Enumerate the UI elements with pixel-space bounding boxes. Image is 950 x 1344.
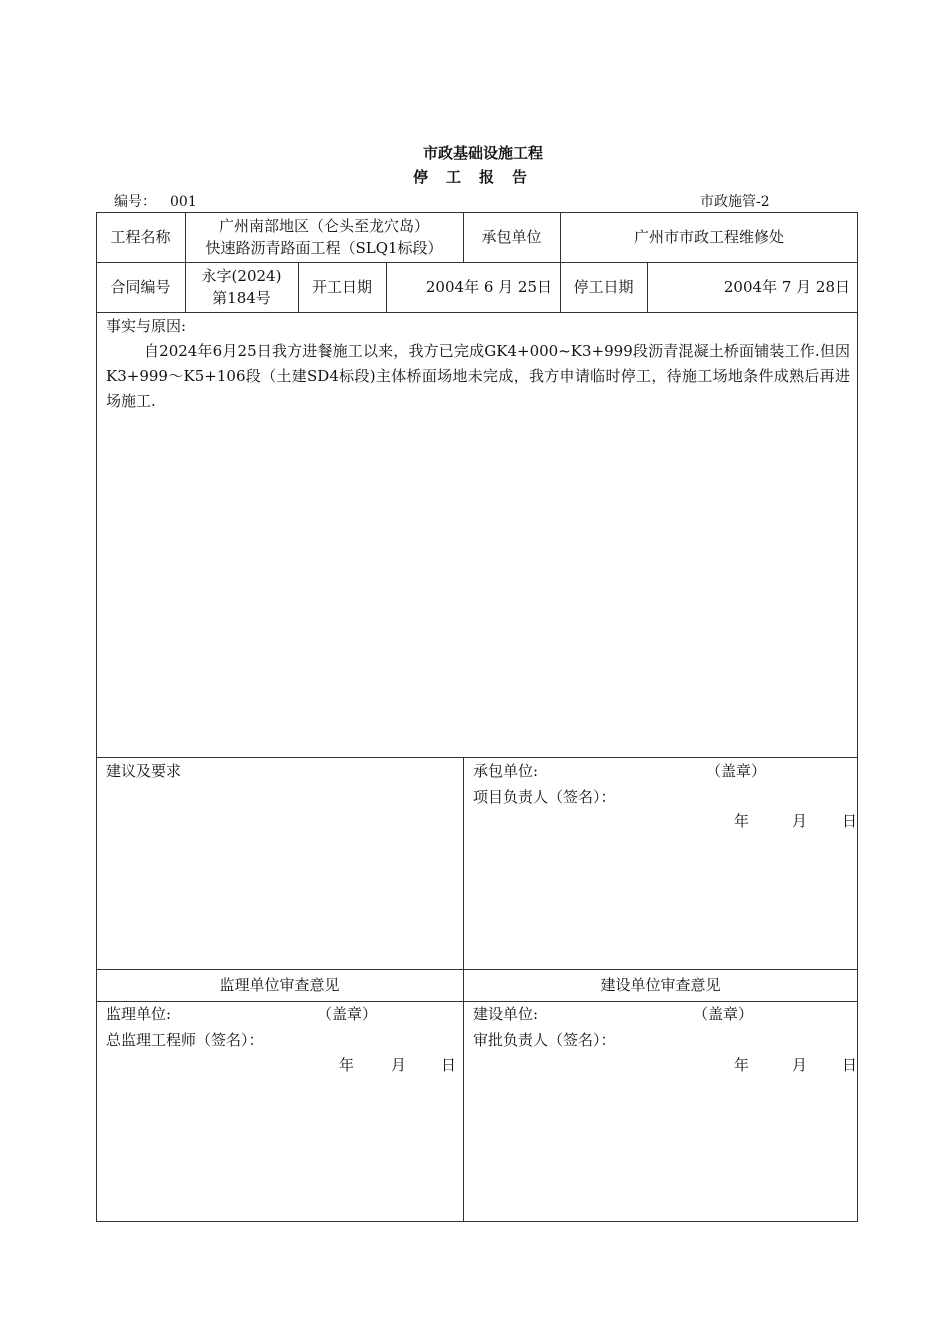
project-name-value [185,212,463,262]
serial-number [114,191,197,211]
owner-signer-label: 审批负责人（签名）： [473,1031,616,1049]
project-name-label: 工程名称 [110,228,171,246]
contractor-label: 承包单位 [481,228,542,246]
owner-year-label: 年 [734,1056,750,1074]
supervision-year-label: 年 [339,1056,355,1074]
serial-value: 001 [170,194,197,210]
owner-seal-label: （盖章） [693,1005,754,1023]
suggestions-month-label: 月 [792,812,808,830]
supervision-date [339,1054,456,1075]
document-subtitle: 停工报告 [412,168,545,186]
contractor-value: 广州市市政工程维修处 [633,228,784,246]
stop-work-report-form [96,212,858,1222]
serial-label: 编号： [114,194,156,210]
stop-date-value: 2004年 7 月 28日 [723,278,850,296]
suggestions-date [734,810,857,831]
stop-date-label: 停工日期 [573,278,634,296]
contract-no-line2: 第184号 [212,289,271,307]
supervision-seal-label: （盖章） [317,1005,378,1023]
suggestions-day-label: 日 [842,812,858,830]
supervision-heading: 监理单位审查意见 [219,976,340,994]
row-divider-2 [96,312,858,313]
owner-day-label: 日 [842,1056,858,1074]
facts-label: 事实与原因: [106,317,187,335]
project-name-line2: 快速路沥青路面工程（SLQ1标段） [205,239,443,257]
start-date-value: 2004年 6 月 25日 [425,278,552,296]
owner-unit-label: 建设单位: [473,1005,539,1023]
row-divider-3 [96,757,858,758]
owner-heading: 建设单位审查意见 [600,976,721,994]
start-date-label: 开工日期 [311,278,372,296]
facts-text: 自2024年6月25日我方进餐施工以来，我方已完成GK4+000~K3+999段沥青混凝土桥面铺装工作.但因K3+999～K5+106段（土建SD4标段)主体桥面场地未完成，我方申请临时停工，待施工场地条件成熟后再进场施工. [106,342,850,410]
supervision-signer-label: 总监理工程师（签名）： [106,1031,264,1049]
form-code: 市政施管-2 [700,194,770,210]
project-name-line1: 广州南部地区（仑头至龙穴岛） [218,217,429,235]
suggestions-project-lead-label: 项目负责人（签名）： [473,788,616,806]
border-left [96,212,97,1222]
row-divider-5 [96,1001,858,1002]
suggestions-label: 建议及要求 [106,762,182,780]
supervision-month-label: 月 [391,1056,407,1074]
contract-no-value [185,262,298,312]
suggestions-contractor-unit-label: 承包单位: [473,762,539,780]
owner-date [734,1054,857,1075]
border-bottom [96,1221,858,1222]
suggestions-seal-label: （盖章） [706,762,767,780]
border-right [857,212,858,1222]
supervision-unit-label: 监理单位: [106,1005,172,1023]
suggestions-year-label: 年 [734,812,750,830]
contract-no-label: 合同编号 [110,278,171,296]
document-title: 市政基础设施工程 [422,144,543,162]
supervision-day-label: 日 [441,1056,457,1074]
owner-month-label: 月 [792,1056,808,1074]
facts-section [106,314,850,414]
contract-no-line1: 永字(2024) [201,267,282,285]
